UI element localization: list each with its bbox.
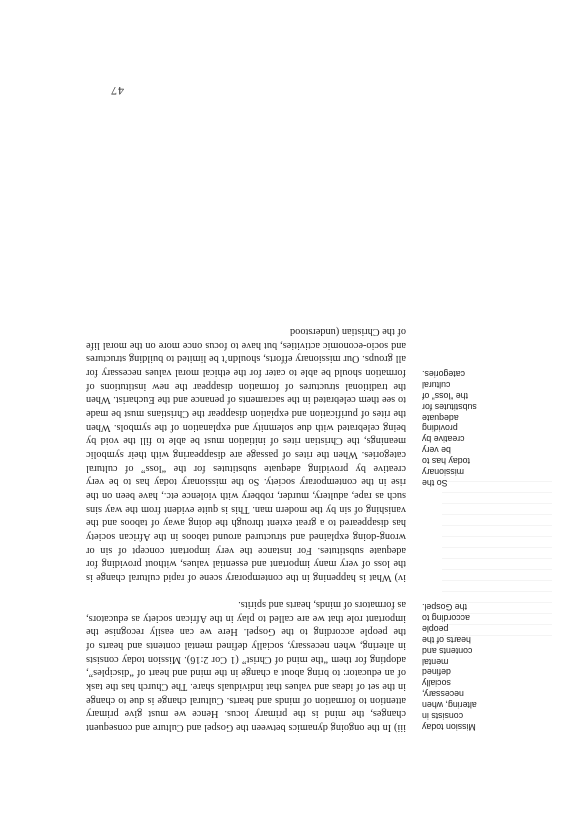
main-text-column [86, 324, 406, 734]
margin-note-missionary-creative: So the missionary today has to be very creative by providing adequate substitutes for the “loss” of cultural categories. [422, 368, 477, 488]
page-number: 47 [110, 84, 124, 98]
paragraph-iii: iii) In the ongoing dynamics between the Gospel and Culture and consequent changes, the mind is the primary locus. Hence we must give primary attention to formation of minds and hearts. Cultural change is due to change in the set of ideas and values that individuals share. The Church has the task of an educator: to bring about a change in the mind and heart of “disciples”, adopting for them “the mind of Christ” (1 Cor 2:16). Mission today consists in altering, when necessary, socially defined mental contents and hearts of the people according to the Gospel. Here we can easily recognise the important role that we are called to play in the African society as educators, as formators of minds, hearts and spirits. [86, 599, 406, 733]
paragraph-iv: iv) What is happening in the contemporary scene of rapid cultural change is the loss of very many important and essential values, without providing for adequate substitutes. For instance the very important concept of sin or wrong-doing explained and structured around taboos in the African society has disappeared to a great extent through the doing away of taboos and the vanishing of sin by the modern man. This is quite evident from the way sins such as rape, adultery, murder, robbery with violence etc., have been on the rise in the contemporary society. So the missionary today has to be very creative by providing adequate substitutes for the “loss” of cultural categories. When the rites of passage are disappearing with their symbolic meanings, the Christian rites of initiation must be able to fill the void by being celebrated with due solemnity and explanation of the symbols. When the rites of purification and expiation disappear the Christians must be made to see them celebrated in the sacraments of penance and the Eucharist. When the traditional structures of formation disappear the new institutions of formation should be able to cater for the ethical moral values necessary for all groups. Our missionary efforts, shouldn’t be limited to building structures and socio-economic activities, but have to focus once more on the moral life of the Christian (understood [86, 326, 406, 583]
margin-note-mission-today: Mission today consists in altering, when necessary, socially defined mental contents and hearts of the people according to the Gospel. [422, 602, 477, 732]
